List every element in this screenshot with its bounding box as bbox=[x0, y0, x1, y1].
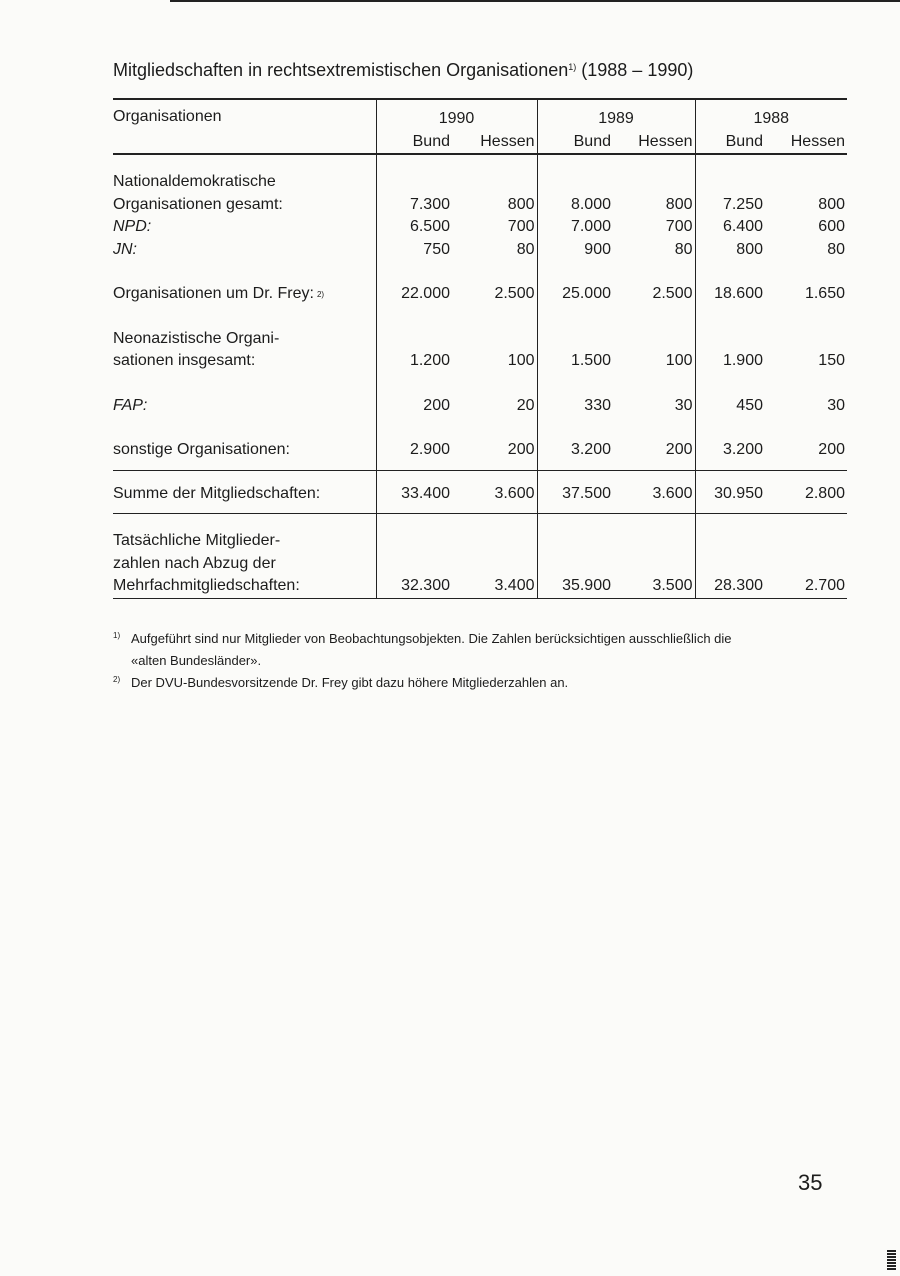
cell: 3.600 bbox=[456, 470, 537, 514]
cell: 7.300 bbox=[376, 194, 456, 217]
cell: 7.000 bbox=[537, 216, 617, 239]
cell: 33.400 bbox=[376, 470, 456, 514]
cell: 200 bbox=[769, 439, 847, 470]
cell: 3.500 bbox=[617, 575, 695, 598]
cell: 800 bbox=[818, 195, 845, 213]
table-row bbox=[113, 171, 847, 194]
cell: 100 bbox=[507, 352, 535, 369]
row-label: NPD: bbox=[113, 218, 152, 235]
header-bund-1990: Bund bbox=[376, 131, 456, 155]
cell: 37.500 bbox=[537, 470, 617, 514]
footnote-text-cont: «alten Bundesländer». bbox=[131, 653, 262, 668]
cell: 750 bbox=[376, 239, 456, 262]
row-label: Tatsächliche Mitglieder- bbox=[113, 532, 281, 549]
header-year-1990: 1990 bbox=[376, 99, 537, 131]
footnote-2 bbox=[113, 672, 853, 694]
header-hessen-1988: Hessen bbox=[769, 131, 847, 155]
table-row-actual bbox=[113, 575, 847, 598]
footnote-text: Der DVU-Bundesvorsitzende Dr. Frey gibt dazu höhere Mitgliederzahlen an. bbox=[131, 675, 569, 690]
row-label: sonstige Organisationen: bbox=[113, 439, 376, 470]
cell: 2.900 bbox=[376, 439, 456, 470]
header-year-1988: 1988 bbox=[695, 99, 847, 131]
cell: 800 bbox=[507, 195, 535, 213]
row-label: sationen insgesamt: bbox=[113, 352, 256, 369]
cell: 200 bbox=[376, 395, 456, 418]
cell: 22.000 bbox=[376, 283, 456, 306]
table-row bbox=[113, 530, 847, 553]
cell: 1.650 bbox=[804, 285, 845, 302]
cell: 8.000 bbox=[537, 194, 617, 217]
footnote-mark: 2) bbox=[113, 675, 121, 684]
footnotes bbox=[113, 628, 853, 694]
cell: 1.500 bbox=[537, 350, 617, 373]
frey-footnote-mark: 2) bbox=[316, 290, 325, 299]
header-year-1989: 1989 bbox=[537, 99, 695, 131]
cell: 330 bbox=[537, 395, 617, 418]
cell: 200 bbox=[617, 439, 695, 470]
top-rule bbox=[170, 0, 900, 2]
cell: 3.200 bbox=[537, 439, 617, 470]
cell: 100 bbox=[665, 352, 693, 369]
row-label: zahlen nach Abzug der bbox=[113, 554, 276, 572]
row-label: Mehrfachmitgliedschaften: bbox=[113, 575, 376, 598]
table-row-summe bbox=[113, 470, 847, 514]
row-label: Neonazistische Organi- bbox=[113, 329, 280, 347]
cell: 800 bbox=[665, 195, 693, 213]
cell: 600 bbox=[818, 218, 845, 235]
table-row bbox=[113, 283, 847, 306]
cell: 6.500 bbox=[376, 216, 456, 239]
header-hessen-1989: Hessen bbox=[617, 131, 695, 155]
cell: 2.800 bbox=[769, 470, 847, 514]
scan-marker bbox=[887, 1250, 896, 1270]
footnote-mark: 1) bbox=[113, 631, 121, 640]
cell: 25.000 bbox=[537, 283, 617, 306]
cell: 3.400 bbox=[456, 575, 537, 598]
table-row bbox=[113, 439, 847, 470]
cell: 80 bbox=[516, 240, 535, 258]
cell: 6.400 bbox=[695, 216, 769, 239]
cell: 900 bbox=[537, 239, 617, 262]
cell: 3.200 bbox=[695, 439, 769, 470]
row-label: Organisationen gesamt: bbox=[113, 195, 283, 213]
cell: 7.250 bbox=[695, 194, 769, 217]
cell: 18.600 bbox=[695, 283, 769, 306]
table-row bbox=[113, 194, 847, 217]
cell: 28.300 bbox=[695, 575, 769, 598]
cell: 2.500 bbox=[652, 285, 693, 302]
cell: 3.600 bbox=[617, 470, 695, 514]
cell: 30 bbox=[674, 396, 693, 414]
table-row bbox=[113, 553, 847, 576]
cell: 2.700 bbox=[769, 575, 847, 598]
cell: 32.300 bbox=[376, 575, 456, 598]
header-hessen-1990: Hessen bbox=[456, 131, 537, 155]
row-label: JN: bbox=[113, 240, 137, 258]
footnote-1 bbox=[113, 628, 853, 672]
cell: 450 bbox=[695, 395, 769, 418]
membership-table bbox=[113, 98, 847, 599]
cell: 700 bbox=[665, 218, 693, 235]
cell: 1.200 bbox=[376, 350, 456, 373]
header-organisationen: Organisationen bbox=[113, 99, 376, 154]
table-row bbox=[113, 350, 847, 373]
page-title: Mitgliedschaften in rechtsextremistischen Organisationen$^{1)}$ (1988 – 1990) bbox=[113, 60, 694, 80]
cell: 200 bbox=[456, 439, 537, 470]
cell: 30.950 bbox=[695, 470, 769, 514]
table-row bbox=[113, 395, 847, 418]
cell: 35.900 bbox=[537, 575, 617, 598]
row-label: Summe der Mitgliedschaften: bbox=[113, 470, 376, 514]
row-label: FAP: bbox=[113, 396, 148, 414]
footnote-text: Aufgeführt sind nur Mitglieder von Beobachtungsobjekten. Die Zahlen berücksichtigen ausschließlich die bbox=[131, 631, 732, 646]
header-bund-1988: Bund bbox=[695, 131, 769, 155]
table-row bbox=[113, 328, 847, 351]
cell: 700 bbox=[507, 218, 535, 235]
table-row bbox=[113, 216, 847, 239]
cell: 800 bbox=[695, 239, 769, 262]
cell: 20 bbox=[516, 396, 535, 414]
cell: 150 bbox=[818, 352, 845, 369]
cell: 80 bbox=[674, 240, 693, 258]
cell: 2.500 bbox=[494, 285, 535, 302]
title-footnote-mark: 1) bbox=[568, 62, 577, 72]
row-label: Organisationen um Dr. Frey: $^{2)}$ bbox=[113, 285, 325, 302]
page-number: 35 bbox=[798, 1170, 823, 1195]
table-row bbox=[113, 239, 847, 262]
cell: 1.900 bbox=[695, 350, 769, 373]
header-bund-1989: Bund bbox=[537, 131, 617, 155]
cell: 80 bbox=[827, 240, 845, 258]
row-label: Nationaldemokratische bbox=[113, 173, 276, 190]
header-row-years bbox=[113, 99, 847, 131]
cell: 30 bbox=[827, 396, 845, 414]
